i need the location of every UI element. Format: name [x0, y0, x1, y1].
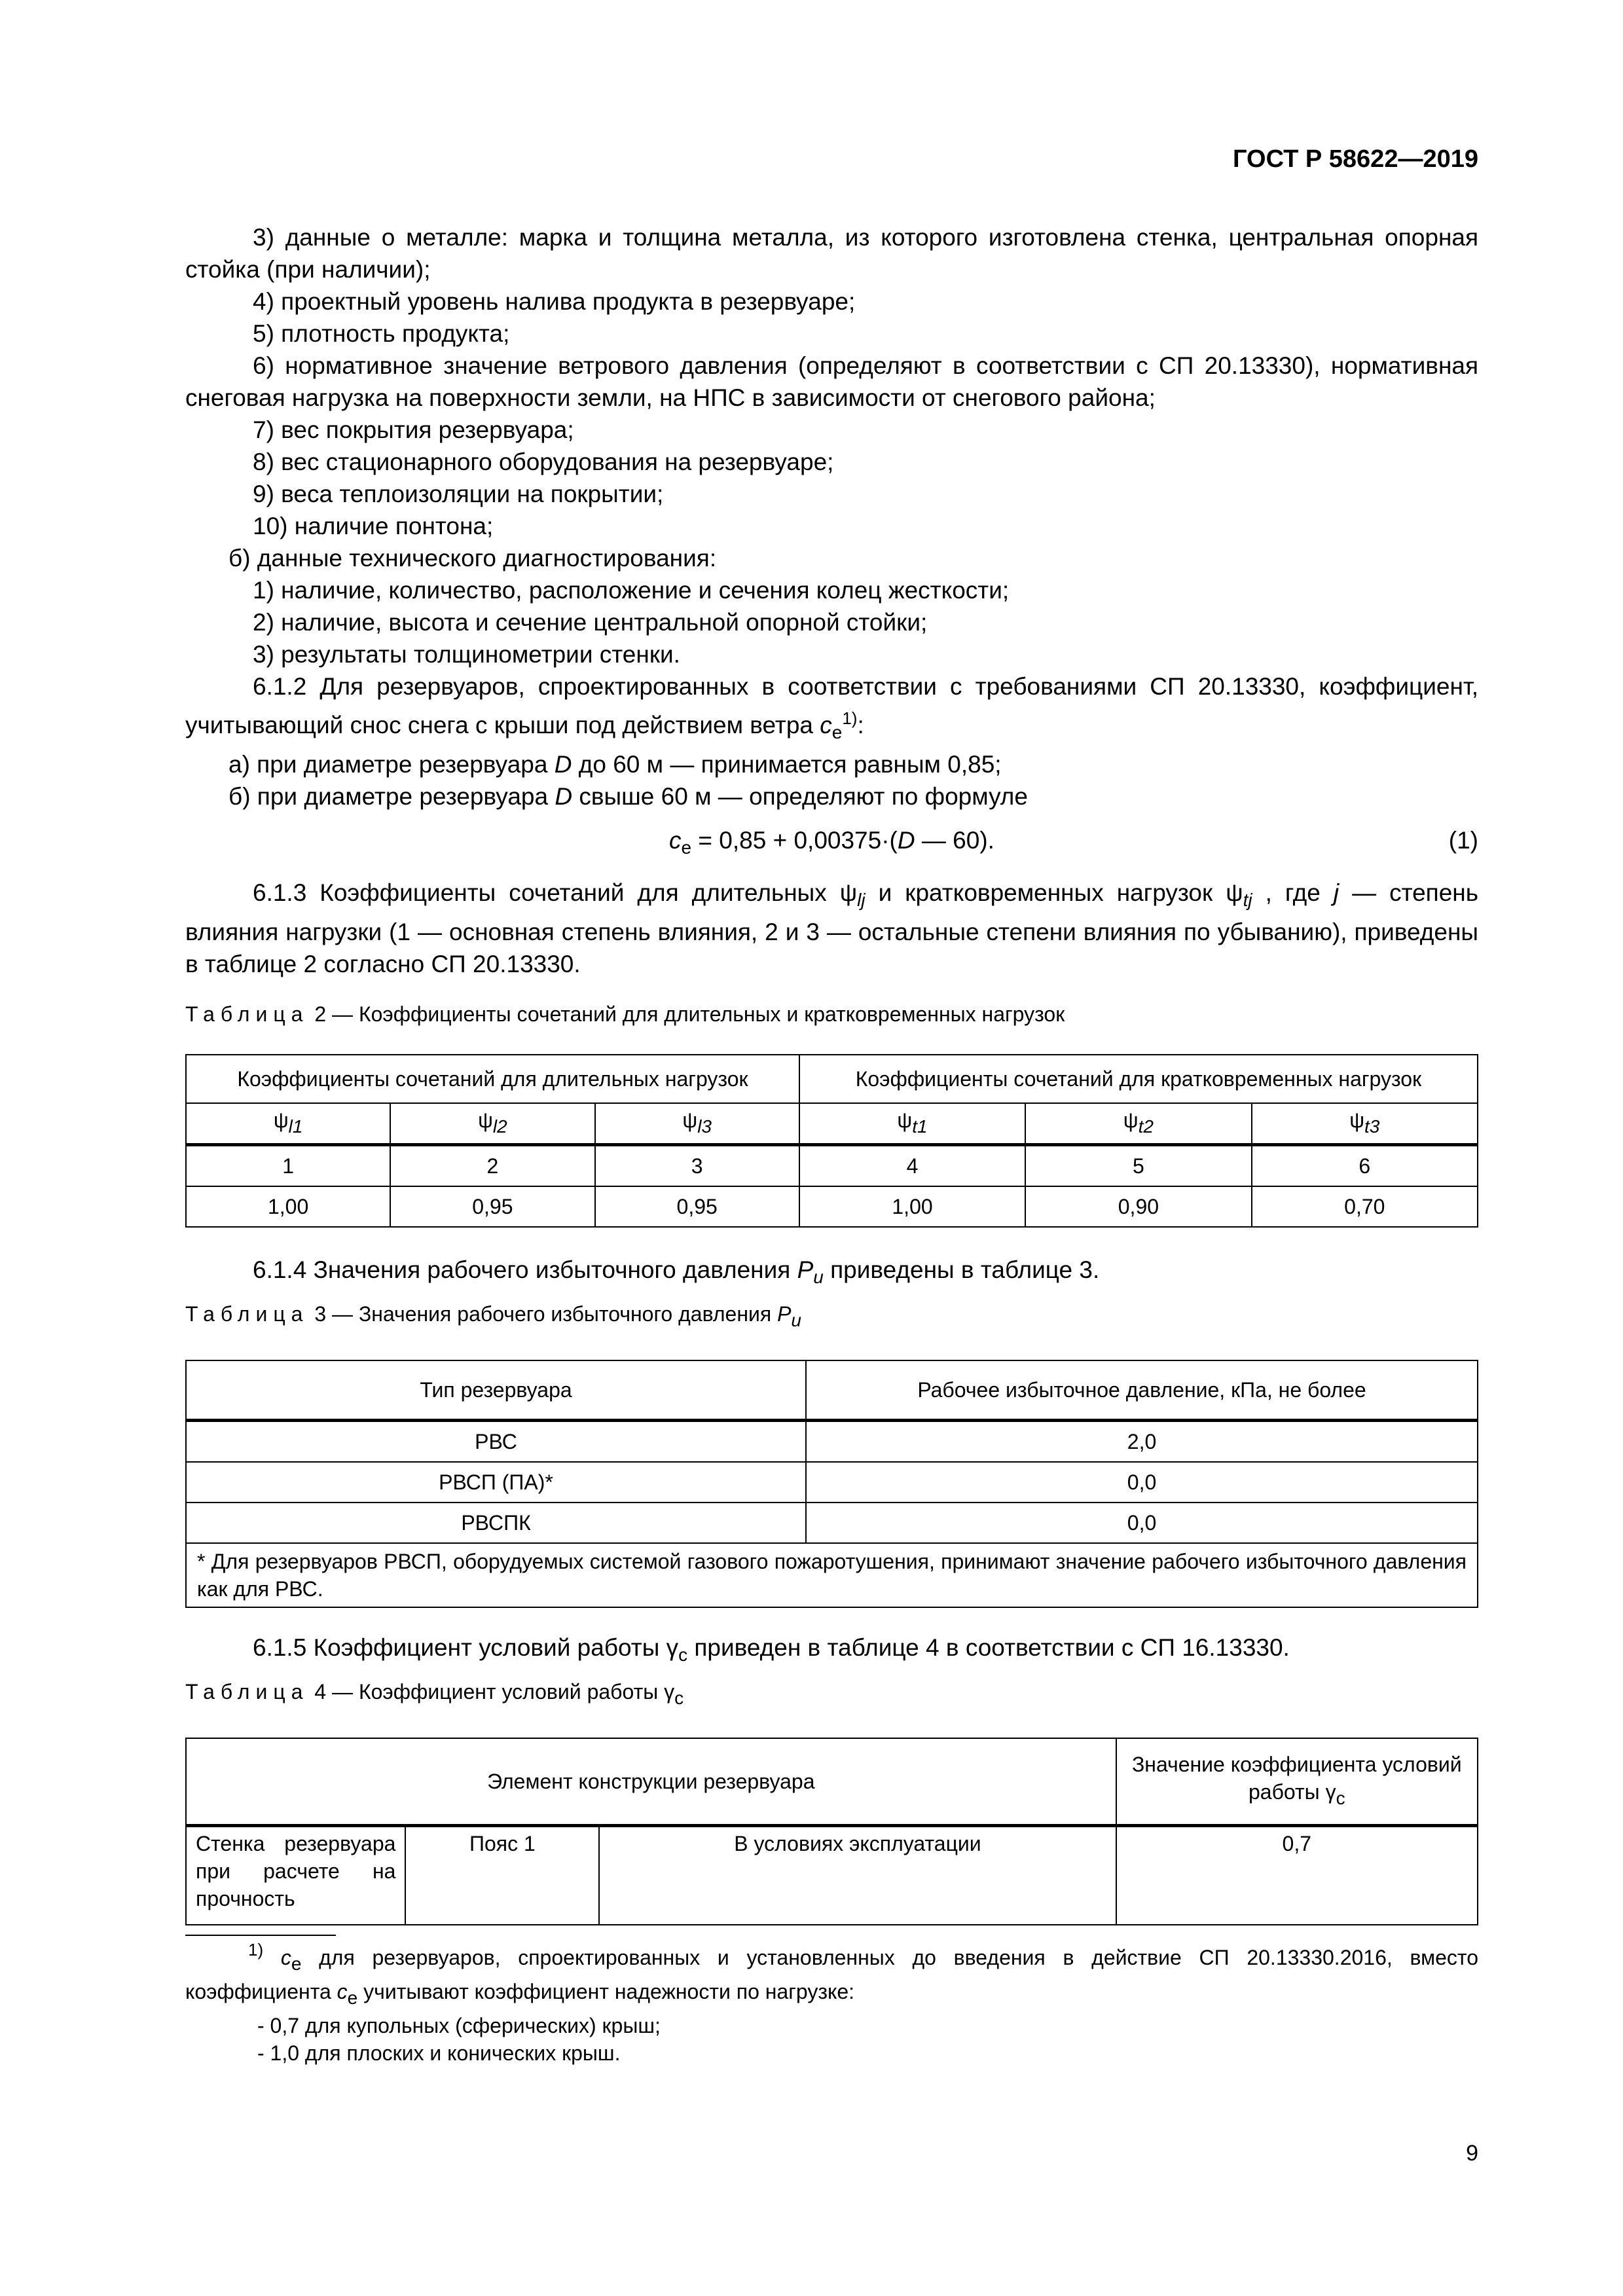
- table-note: * Для резервуаров РВСП, оборудуемых системой газового пожаротушения, принимают значение рабочего избыточного давления как для РВС.: [186, 1543, 1478, 1607]
- list-item: 3) данные о металле: марка и толщина металла, из которого изготовлена стенка, центральная опорная стойка (при наличии);: [185, 224, 1478, 283]
- list-item: б) данные технического диагностирования:: [228, 545, 717, 572]
- table-cell: 1,00: [186, 1186, 390, 1227]
- table-cell: 0,95: [390, 1186, 594, 1227]
- table-cell: Пояс 1: [405, 1826, 599, 1925]
- table-cell: 2,0: [806, 1421, 1478, 1463]
- paragraph-6-1-5: 6.1.5 Коэффициент условий работы $\gamma_c$ приведен в таблице 4 в соответствии с СП 16.13330.: [253, 1634, 1290, 1665]
- page-body: [185, 221, 1478, 2067]
- paragraph-6-1-2-b: б) при диаметре резервуара D свыше 60 м — определяют по формуле: [228, 783, 1028, 810]
- table-cell: 0,7: [1116, 1826, 1478, 1925]
- table-cell: 4: [799, 1145, 1025, 1187]
- table-cell: ψt1: [799, 1103, 1025, 1145]
- table-cell: 0,0: [806, 1462, 1478, 1503]
- paragraph-6-1-4: 6.1.4 Значения рабочего избыточного давления $P_u$ приведены в таблице 3.: [253, 1256, 1100, 1287]
- footnote-line: - 0,7 для купольных (сферических) крыш;: [257, 2014, 661, 2037]
- table-4-caption: Таблица 4 — Коэффициент условий работы γc: [185, 1680, 684, 1708]
- paragraph-6-1-2: 6.1.2 Для резервуаров, спроектированных в соответствии с требованиями СП 20.13330, коэффициент, учитывающий снос снега с крыши под действием ветра $c_e^{1)}$:: [185, 673, 1478, 742]
- table-cell: РВСП (ПА)*: [186, 1462, 806, 1503]
- list-item: 4) проектный уровень налива продукта в резервуаре;: [253, 288, 856, 315]
- list-item: 1) наличие, количество, расположение и сечения колец жесткости;: [253, 577, 1010, 604]
- table-2-caption: Таблица 2 — Коэффициенты сочетаний для длительных и кратковременных нагрузок: [185, 1002, 1065, 1026]
- list-item: 2) наличие, высота и сечение центральной опорной стойки;: [253, 609, 928, 636]
- table-header: Рабочее избыточное давление, кПа, не более: [806, 1360, 1478, 1421]
- formula-expression: $c_e = 0,85 + 0,00375\cdot(D$ — 60).: [669, 827, 994, 858]
- table-cell: ψl2: [390, 1103, 594, 1145]
- table-header: Коэффициенты сочетаний для кратковременных нагрузок: [799, 1055, 1478, 1103]
- page-number: 9: [1466, 2141, 1478, 2166]
- list-item: 10) наличие понтона;: [253, 513, 494, 539]
- table-cell: ψl3: [595, 1103, 799, 1145]
- table-cell: 3: [595, 1145, 799, 1187]
- paragraph-6-1-2-a: а) при диаметре резервуара D до 60 м — принимается равным 0,85;: [228, 751, 1002, 778]
- formula-1: [185, 824, 1478, 864]
- table-cell: 0,90: [1025, 1186, 1251, 1227]
- list-item: 5) плотность продукта;: [253, 320, 510, 347]
- table-cell: 0,0: [806, 1503, 1478, 1543]
- table-cell: Стенка резервуара при расчете на прочность: [186, 1826, 405, 1925]
- table-cell: РВСПК: [186, 1503, 806, 1543]
- list-item: 9) веса теплоизоляции на покрытии;: [253, 481, 664, 507]
- table-cell: ψt2: [1025, 1103, 1251, 1145]
- list-item: 3) результаты толщинометрии стенки.: [253, 641, 680, 668]
- table-3: [185, 1360, 1478, 1608]
- list-item: 8) вес стационарного оборудования на резервуаре;: [253, 448, 834, 475]
- table-cell: В условиях эксплуатации: [599, 1826, 1116, 1925]
- table-3-caption: Таблица 3 — Значения рабочего избыточного давления Pu: [185, 1302, 801, 1330]
- footnote-line: - 1,0 для плоских и конических крыш.: [257, 2041, 621, 2065]
- table-2: [185, 1054, 1478, 1228]
- footnote: $^{1)}$ ce для резервуаров, спроектированных и установленных до введения в действие СП 20.13330.2016, вместо коэффициента ce учитывают коэффициент надежности по нагрузке:: [185, 1940, 1479, 2008]
- table-cell: 1: [186, 1145, 390, 1187]
- table-cell: ψl1: [186, 1103, 390, 1145]
- table-cell: РВС: [186, 1421, 806, 1463]
- standard-header: ГОСТ Р 58622—2019: [1233, 145, 1478, 173]
- list-item: 7) вес покрытия резервуара;: [253, 416, 574, 443]
- paragraph-6-1-3: 6.1.3 Коэффициенты сочетаний для длительных $\psi_{lj}$ и кратковременных нагрузок $\psi_{tj}$ , где j — степень влияния нагрузки (1 — основная степень влияния, 2 и 3 — остальные степени влияния по убыванию), приведены в таблице 2 согласно СП 20.13330.: [185, 879, 1478, 977]
- table-cell: 0,70: [1252, 1186, 1478, 1227]
- table-cell: 6: [1252, 1145, 1478, 1187]
- table-4: [185, 1738, 1478, 1925]
- table-cell: 5: [1025, 1145, 1251, 1187]
- table-cell: 1,00: [799, 1186, 1025, 1227]
- formula-number: (1): [1448, 827, 1478, 854]
- table-cell: 0,95: [595, 1186, 799, 1227]
- table-cell: 2: [390, 1145, 594, 1187]
- table-header: Значение коэффициента условий работы γc: [1116, 1738, 1478, 1826]
- table-header: Коэффициенты сочетаний для длительных нагрузок: [186, 1055, 799, 1103]
- list-item: 6) нормативное значение ветрового давления (определяют в соответствии с СП 20.13330), нормативная снеговая нагрузка на поверхности земли, на НПС в зависимости от снегового района;: [185, 352, 1478, 411]
- table-header: Элемент конструкции резервуара: [186, 1738, 1116, 1826]
- table-cell: ψt3: [1252, 1103, 1478, 1145]
- table-header: Тип резервуара: [186, 1360, 806, 1421]
